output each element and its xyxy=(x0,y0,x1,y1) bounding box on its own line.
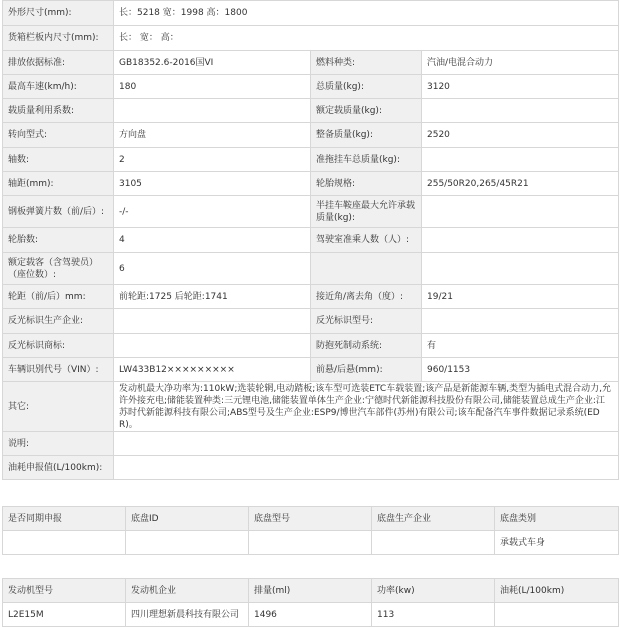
spec-label: 准拖挂车总质量(kg): xyxy=(311,148,422,172)
vehicle-spec-table xyxy=(2,0,619,480)
spec-value: 2 xyxy=(114,148,311,172)
spec-row xyxy=(3,51,619,75)
spec-label: 反光标识型号: xyxy=(311,309,422,334)
engine-cell: 1496 xyxy=(249,603,372,627)
chassis-cell xyxy=(126,531,249,555)
spec-value: 有 xyxy=(422,334,619,358)
spec-row xyxy=(3,456,619,480)
engine-data-row xyxy=(3,603,619,627)
spec-value: 前轮距:1725 后轮距:1741 xyxy=(114,285,311,309)
spec-label: 轴距(mm): xyxy=(3,172,114,196)
spec-row xyxy=(3,309,619,334)
spec-label: 额定载质量(kg): xyxy=(311,99,422,123)
spec-value: 6 xyxy=(114,253,311,285)
spec-label: 说明: xyxy=(3,432,114,456)
spec-label: 货箱栏板内尺寸(mm): xyxy=(3,26,114,51)
engine-header-cell: 功率(kw) xyxy=(372,579,495,603)
spec-label: 半挂车鞍座最大允许承载质量(kg): xyxy=(311,196,422,228)
spec-label: 反光标识生产企业: xyxy=(3,309,114,334)
spec-value: 长： 宽： 高： xyxy=(114,26,619,51)
spec-value xyxy=(114,334,311,358)
spec-value: 180 xyxy=(114,75,311,99)
spec-value xyxy=(422,99,619,123)
engine-header-cell: 油耗(L/100km) xyxy=(495,579,619,603)
spec-row xyxy=(3,172,619,196)
spec-value: 2520 xyxy=(422,123,619,148)
spec-label: 额定载客（含驾驶员）（座位数）: xyxy=(3,253,114,285)
spec-row xyxy=(3,228,619,253)
spec-value xyxy=(114,309,311,334)
spec-label: 防抱死制动系统: xyxy=(311,334,422,358)
spec-value: 发动机最大净功率为:110kW;选装轮辋,电动踏板;该车型可选装ETC车载装置;该产品是新能源车辆,类型为插电式混合动力,允许外接充电;储能装置种类:三元锂电池,储能装置单体生产企业:宁德时代新能源科技股份有限公司,储能装置总成生产企业:江苏时代新能源科技有限公司;ABS型号及生产企业:ESP9/博世汽车部件(苏州)有限公司;该车配备汽车事件数据记录系统(EDR)。 xyxy=(114,382,619,432)
spec-label: 接近角/离去角（度）: xyxy=(311,285,422,309)
spec-row xyxy=(3,382,619,432)
spec-value xyxy=(422,148,619,172)
spec-value xyxy=(114,99,311,123)
chassis-cell xyxy=(3,531,126,555)
spec-value: 3105 xyxy=(114,172,311,196)
spec-row xyxy=(3,253,619,285)
spec-row xyxy=(3,432,619,456)
engine-header-cell: 发动机企业 xyxy=(126,579,249,603)
spec-label: 轮胎规格: xyxy=(311,172,422,196)
spec-label: 排放依据标准: xyxy=(3,51,114,75)
spec-label: 总质量(kg): xyxy=(311,75,422,99)
spec-label: 轮距（前/后）mm: xyxy=(3,285,114,309)
spec-label: 轮胎数: xyxy=(3,228,114,253)
chassis-cell xyxy=(372,531,495,555)
spec-label xyxy=(311,253,422,285)
engine-cell xyxy=(495,603,619,627)
engine-header-cell: 发动机型号 xyxy=(3,579,126,603)
spec-value: 960/1153 xyxy=(422,358,619,382)
engine-table xyxy=(2,578,619,627)
spec-label: 最高车速(km/h): xyxy=(3,75,114,99)
chassis-header-cell: 底盘类别 xyxy=(495,507,619,531)
spec-row xyxy=(3,99,619,123)
spec-value: 3120 xyxy=(422,75,619,99)
spec-row xyxy=(3,26,619,51)
spec-value: 19/21 xyxy=(422,285,619,309)
spec-value: LW433B12××××××××× xyxy=(114,358,311,382)
spec-label: 燃料种类: xyxy=(311,51,422,75)
spec-value: 长：5218 宽：1998 高：1800 xyxy=(114,1,619,26)
spec-label: 车辆识别代号（VIN）: xyxy=(3,358,114,382)
engine-header-row xyxy=(3,579,619,603)
engine-cell: 113 xyxy=(372,603,495,627)
spec-label: 轴数: xyxy=(3,148,114,172)
spec-value: 方向盘 xyxy=(114,123,311,148)
spec-value xyxy=(114,432,619,456)
spec-label: 其它: xyxy=(3,382,114,432)
chassis-header-cell: 底盘ID xyxy=(126,507,249,531)
chassis-cell xyxy=(249,531,372,555)
engine-cell: 四川理想新晨科技有限公司 xyxy=(126,603,249,627)
chassis-header-cell: 底盘生产企业 xyxy=(372,507,495,531)
spec-value xyxy=(422,309,619,334)
spec-row xyxy=(3,196,619,228)
spec-label: 钢板弹簧片数（前/后）: xyxy=(3,196,114,228)
spec-value xyxy=(422,228,619,253)
spec-value: 汽油/电混合动力 xyxy=(422,51,619,75)
spec-row xyxy=(3,148,619,172)
spec-row xyxy=(3,334,619,358)
spec-label: 油耗申报值(L/100km): xyxy=(3,456,114,480)
spec-value xyxy=(114,456,619,480)
chassis-table xyxy=(2,506,619,555)
chassis-data-row xyxy=(3,531,619,555)
spec-value xyxy=(422,253,619,285)
chassis-header-row xyxy=(3,507,619,531)
spec-value: 255/50R20,265/45R21 xyxy=(422,172,619,196)
chassis-cell: 承载式车身 xyxy=(495,531,619,555)
spec-row xyxy=(3,358,619,382)
spec-label: 转向型式: xyxy=(3,123,114,148)
chassis-header-cell: 底盘型号 xyxy=(249,507,372,531)
spec-label: 整备质量(kg): xyxy=(311,123,422,148)
chassis-header-cell: 是否同期申报 xyxy=(3,507,126,531)
spec-label: 外形尺寸(mm): xyxy=(3,1,114,26)
spec-row xyxy=(3,285,619,309)
spec-label: 驾驶室准乘人数（人）: xyxy=(311,228,422,253)
spec-label: 载质量利用系数: xyxy=(3,99,114,123)
spec-row xyxy=(3,1,619,26)
spec-value: GB18352.6-2016国VI xyxy=(114,51,311,75)
spec-label: 反光标识商标: xyxy=(3,334,114,358)
spec-row xyxy=(3,123,619,148)
spec-value xyxy=(422,196,619,228)
engine-cell: L2E15M xyxy=(3,603,126,627)
spec-row xyxy=(3,75,619,99)
spec-label: 前悬/后悬(mm): xyxy=(311,358,422,382)
spec-value: -/- xyxy=(114,196,311,228)
spec-value: 4 xyxy=(114,228,311,253)
engine-header-cell: 排量(ml) xyxy=(249,579,372,603)
